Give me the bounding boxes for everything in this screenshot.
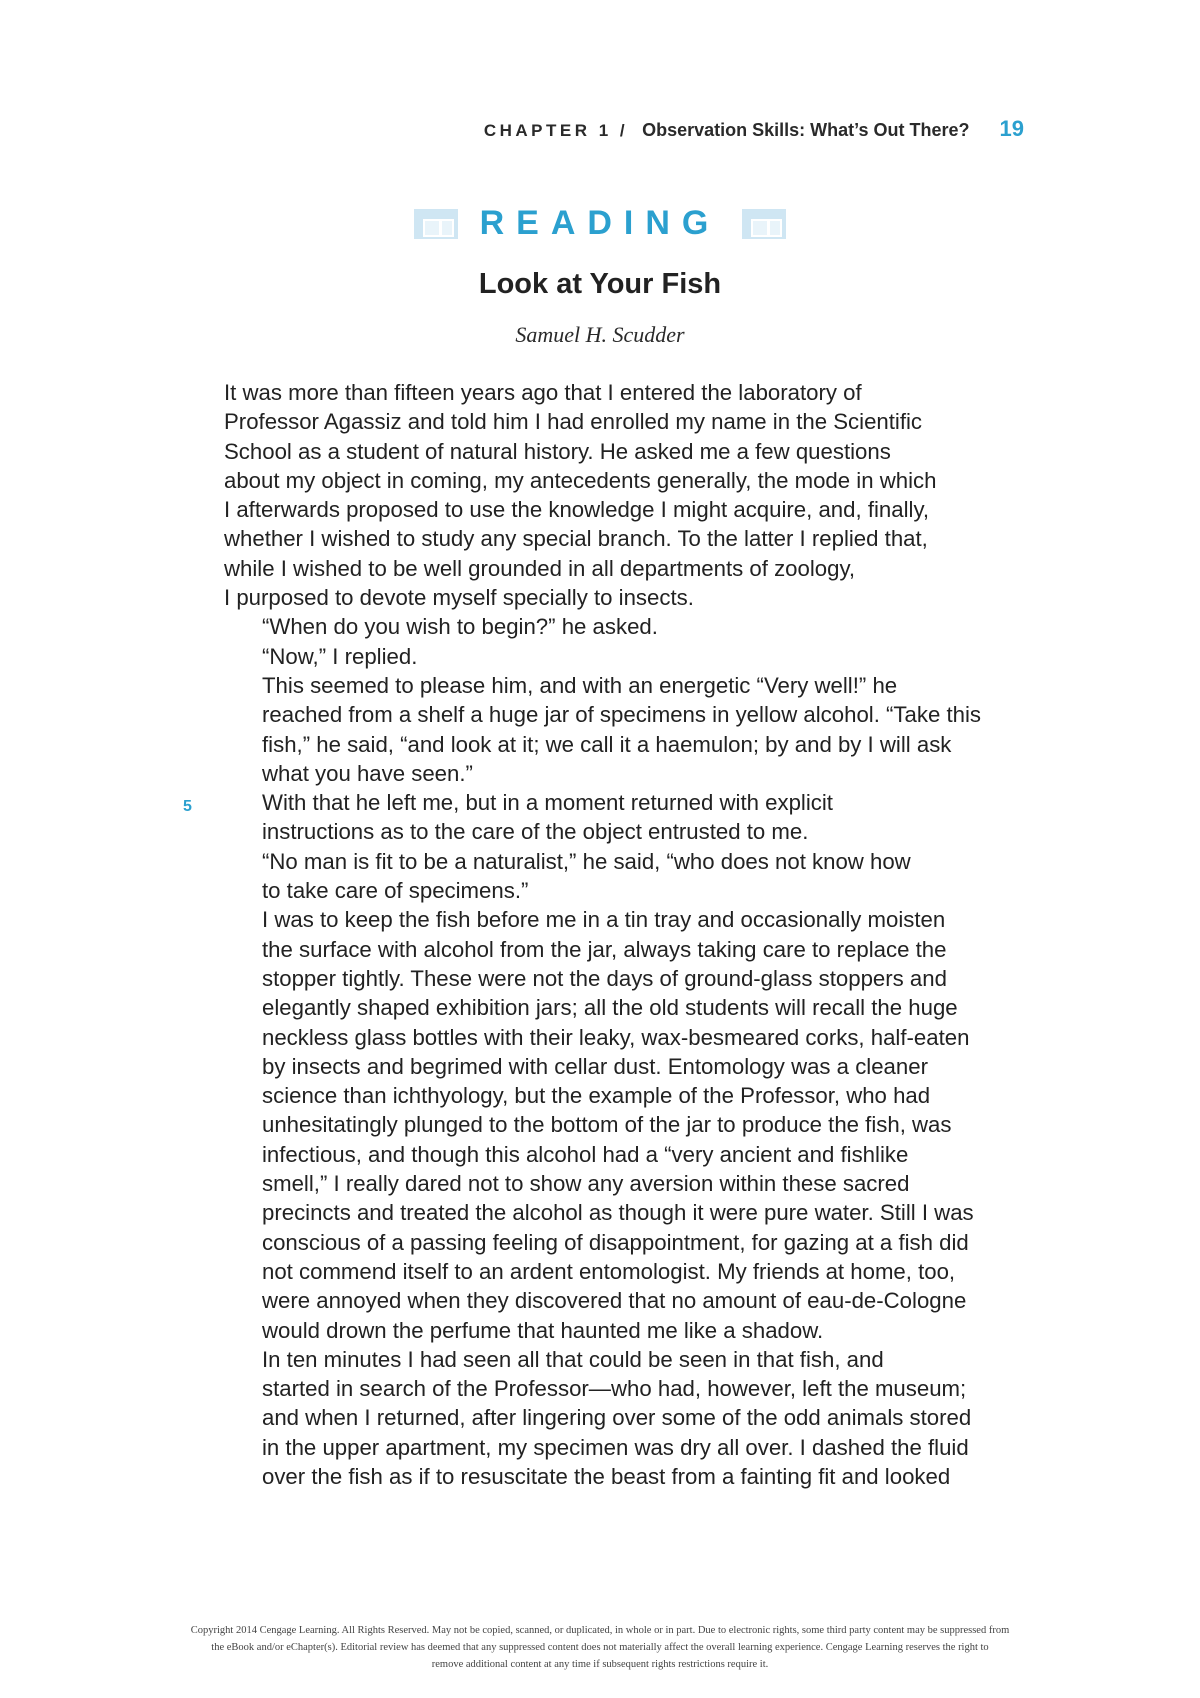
paragraph — [224, 905, 1024, 1344]
article-body — [224, 378, 1024, 1491]
copyright-footer — [80, 1622, 1120, 1673]
text-line: I was to keep the fish before me in a tin tray and occasionally moisten — [262, 907, 946, 933]
text-line: the surface with alcohol from the jar, always taking care to replace the — [262, 936, 947, 962]
paragraph — [224, 1345, 1024, 1491]
banner-label: READING — [479, 204, 721, 242]
text-line: This seemed to please him, and with an energetic “Very well!” he — [262, 672, 898, 698]
text-line: over the fish as if to resuscitate the beast from a fainting fit and looked — [262, 1463, 951, 1489]
paragraph — [224, 612, 1024, 641]
text-line: while I wished to be well grounded in all departments of zoology, — [224, 555, 856, 581]
text-line: With that he left me, but in a moment returned with explicit — [262, 790, 833, 816]
text-line: science than ichthyology, but the example of the Professor, who had — [262, 1083, 931, 1109]
running-header — [484, 116, 1024, 142]
article-author: Samuel H. Scudder — [515, 322, 685, 347]
text-line: Professor Agassiz and told him I had enrolled my name in the Scientific — [224, 409, 923, 435]
text-line: School as a student of natural history. He asked me a few questions — [224, 438, 891, 464]
footer-line: remove additional content at any time if subsequent rights restrictions require it. — [431, 1659, 769, 1670]
text-line: “No man is fit to be a naturalist,” he said, “who does not know how — [262, 848, 911, 874]
footer-line: the eBook and/or eChapter(s). Editorial review has deemed that any suppressed content does not materially affect the overall learning experience. Cengage Learning reserves the right to — [211, 1642, 989, 1653]
paragraph — [224, 671, 1024, 788]
text-line: what you have seen.” — [262, 760, 473, 786]
text-line: It was more than fifteen years ago that I entered the laboratory of — [224, 380, 862, 405]
paragraph — [224, 378, 1024, 612]
paragraph — [224, 788, 1024, 847]
text-line: precincts and treated the alcohol as though it were pure water. Still I was — [262, 1200, 974, 1226]
text-line: whether I wished to study any special branch. To the latter I replied that, — [224, 526, 928, 552]
text-line: were annoyed when they discovered that no amount of eau-de-Cologne — [262, 1288, 967, 1314]
text-line: “When do you wish to begin?” he asked. — [262, 614, 658, 640]
text-line: reached from a shelf a huge jar of specimens in yellow alcohol. “Take this — [262, 702, 981, 728]
text-line: neckless glass bottles with their leaky, wax-besmeared corks, half-eaten — [262, 1024, 970, 1050]
text-line: unhesitatingly plunged to the bottom of the jar to produce the fish, was — [262, 1112, 952, 1138]
chapter-title: Observation Skills: What’s Out There? — [642, 120, 970, 140]
text-line: elegantly shaped exhibition jars; all the old students will recall the huge — [262, 995, 958, 1021]
margin-line-number: 5 — [183, 798, 192, 815]
text-line: “Now,” I replied. — [262, 643, 418, 669]
text-line: started in search of the Professor—who had, however, left the museum; — [262, 1376, 967, 1402]
text-line: I afterwards proposed to use the knowledge I might acquire, and, finally, — [224, 497, 930, 523]
text-line: infectious, and though this alcohol had a “very ancient and fishlike — [262, 1141, 909, 1167]
chapter-label: CHAPTER 1 / — [483, 121, 629, 140]
banner-ornament-left-icon — [414, 209, 458, 239]
paragraph — [224, 847, 1024, 906]
article-title: Look at Your Fish — [478, 268, 722, 300]
text-line: would drown the perfume that haunted me like a shadow. — [262, 1317, 824, 1343]
text-line: and when I returned, after lingering over some of the odd animals stored — [262, 1405, 972, 1431]
text-line: not commend itself to an ardent entomologist. My friends at home, too, — [262, 1258, 956, 1284]
text-line: instructions as to the care of the object entrusted to me. — [262, 819, 809, 845]
text-line: smell,” I really dared not to show any aversion within these sacred — [262, 1171, 910, 1197]
reading-banner — [0, 204, 1200, 243]
text-line: about my object in coming, my antecedents generally, the mode in which — [224, 467, 937, 493]
text-line: conscious of a passing feeling of disappointment, for gazing at a fish did — [262, 1229, 969, 1255]
paragraph — [224, 642, 1024, 671]
text-line: I purposed to devote myself specially to insects. — [224, 585, 694, 611]
text-line: stopper tightly. These were not the days of ground-glass stoppers and — [262, 965, 947, 991]
text-line: in the upper apartment, my specimen was dry all over. I dashed the fluid — [262, 1434, 969, 1460]
footer-line: Copyright 2014 Cengage Learning. All Rights Reserved. May not be copied, scanned, or duplicated, in whole or in part. Due to electronic rights, some third party content may be suppressed from — [190, 1625, 1010, 1636]
text-line: by insects and begrimed with cellar dust. Entomology was a cleaner — [262, 1053, 928, 1079]
banner-ornament-right-icon — [742, 209, 786, 239]
text-line: to take care of specimens.” — [262, 878, 529, 904]
page-number: 19 — [999, 116, 1024, 141]
text-line: In ten minutes I had seen all that could be seen in that fish, and — [262, 1346, 884, 1372]
text-line: fish,” he said, “and look at it; we call it a haemulon; by and by I will ask — [262, 731, 952, 757]
